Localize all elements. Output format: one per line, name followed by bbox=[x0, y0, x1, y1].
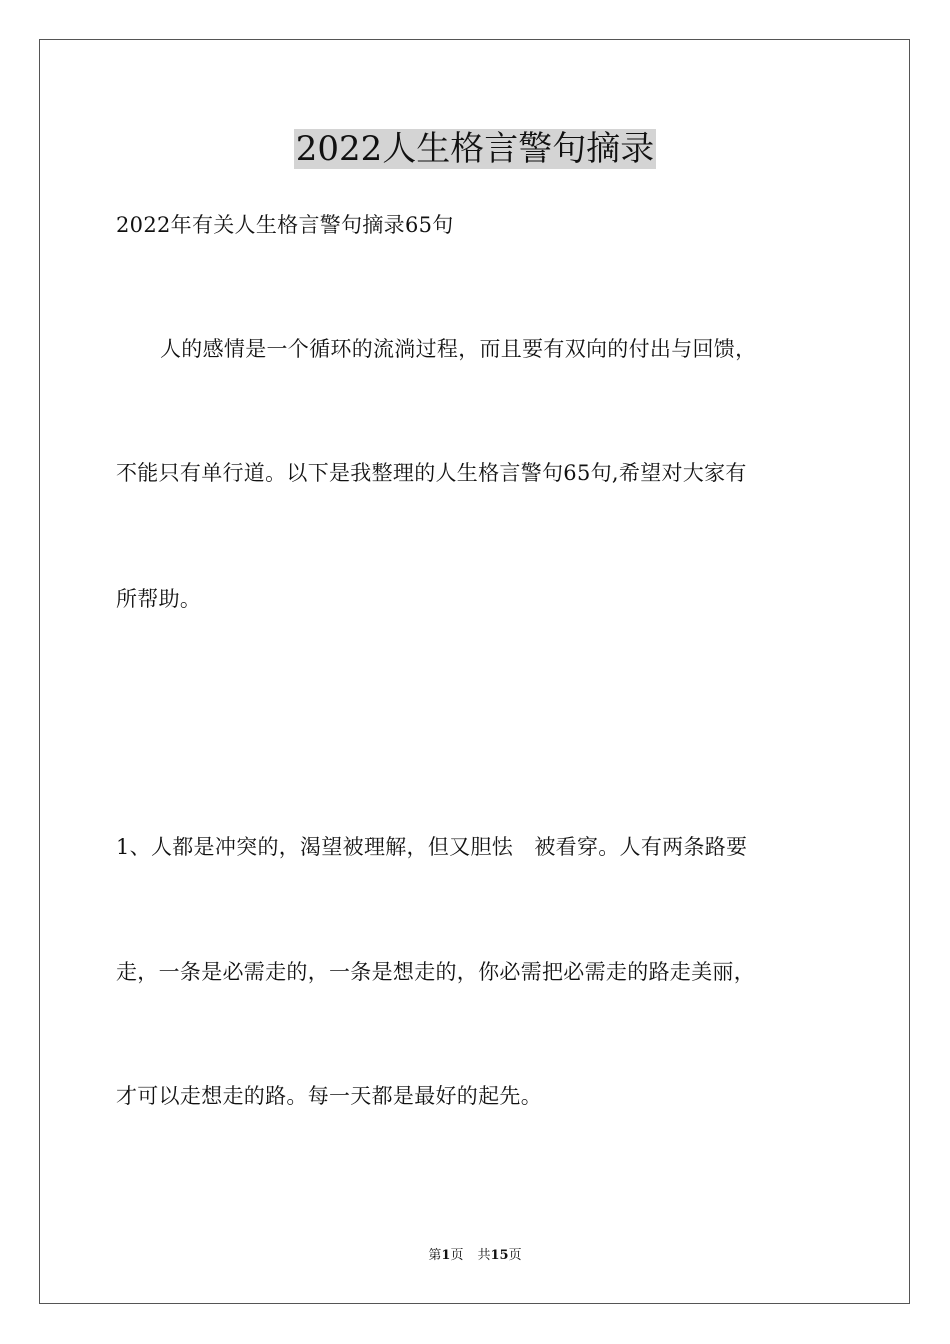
document-subtitle: 2022年有关人生格言警句摘录65句 bbox=[116, 213, 454, 237]
paragraph-line-1: 人的感情是一个循环的流淌过程，而且要有双向的付出与回馈， bbox=[160, 337, 757, 361]
document-title bbox=[0, 125, 950, 173]
document-title-text: 2022人生格言警句摘录 bbox=[295, 129, 655, 169]
footer-page-current: 1 bbox=[441, 1248, 451, 1263]
footer-page-suffix: 页 bbox=[450, 1248, 464, 1263]
paragraph-line-5: 走，一条是必需走的，一条是想走的，你必需把必需走的路走美丽， bbox=[116, 960, 755, 984]
paragraph-line-4: 1、人都是冲突的，渴望被理解，但又胆怯 被看穿。人有两条路要 bbox=[116, 835, 748, 859]
paragraph-line-6: 才可以走想走的路。每一天都是最好的起先。 bbox=[116, 1084, 542, 1108]
page-footer bbox=[0, 1246, 950, 1266]
paragraph-line-2: 不能只有单行道。以下是我整理的人生格言警句65句,希望对大家有 bbox=[116, 461, 747, 485]
paragraph-line-3: 所帮助。 bbox=[116, 587, 202, 611]
footer-page-prefix: 第 bbox=[428, 1248, 442, 1263]
footer-total-prefix: 共 bbox=[477, 1248, 491, 1263]
footer-total-suffix: 页 bbox=[508, 1248, 522, 1263]
footer-page-total: 15 bbox=[490, 1248, 509, 1263]
